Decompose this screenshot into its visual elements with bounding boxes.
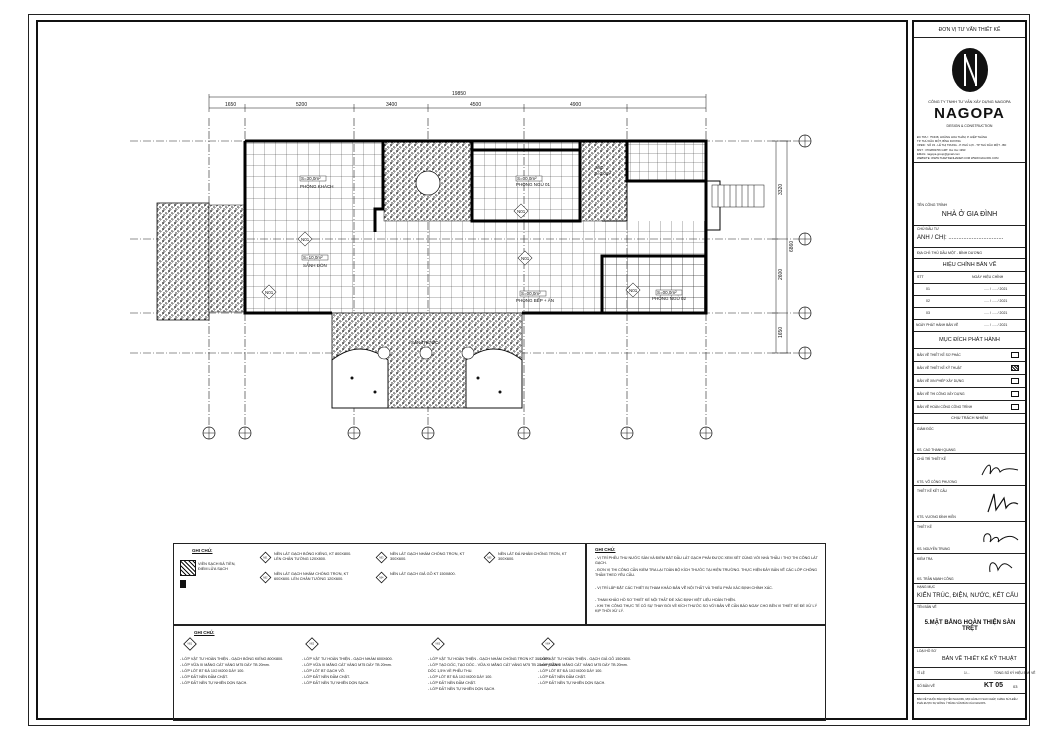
svg-text:S=30,0m²: S=30,0m² (301, 176, 321, 181)
rev-col-date: NGÀY HIỆU CHỈNH (972, 275, 1004, 279)
room-wc: WC (596, 165, 604, 170)
svg-text:N01: N01 (265, 290, 274, 295)
person-structure: THIẾT KẾ KẾT CẤU KTS. VƯƠNG ĐÌNH HIỀN (914, 486, 1025, 522)
wc-floor (627, 141, 706, 181)
sheet-no-label: SỐ BẢN VẼ (917, 684, 935, 688)
address-label: ĐỊA CHỈ: THỦ DẦU MỘT - BÌNH DƯƠNG (917, 251, 982, 255)
legend-title: GHI CHÚ: (192, 548, 213, 553)
person-checker: KIỂM TRA KS. TRẦN MẠNH CÔNG (914, 554, 1025, 584)
revision-row: 02 ..... / ..... / 2021 (914, 296, 1025, 308)
room-kitchen: PHÒNG BẾP + ĂN (516, 298, 555, 303)
total-label: TỔNG SỐ (994, 671, 1010, 675)
company-full-name: CÔNG TY TNHH TƯ VẤN XÂY DỰNG NAGOPA (928, 100, 1011, 104)
purpose-option[interactable]: BẢN VẼ THIẾT KẾ SƠ PHÁC (914, 349, 1025, 362)
svg-text:N01: N01 (517, 209, 526, 214)
spec-column-n02: N02 - LỚP VẬT TƯ HOÀN THIỆN - GẠCH NHÁM 600X600. - LỚP VỮA XI MĂNG CÁT VÀNG M75 DÀY TB 20mm. - LỚP LÓT BT GẠCH VỠ. - LỚP ĐẤT NỀN ĐẦM CHẶT. - LỚP ĐẤT NỀN TỰ NHIÊN DỌN SẠCH. (302, 638, 442, 686)
right-dim-3: 1650 (778, 326, 784, 338)
right-dim-total: 6860 (789, 240, 795, 252)
copyright-footer: BẢN VẼ THUỘC BẢN QUYỀN NAGOPA, MỌI HÀNH VI SAO CHÉP, CHỈNH SỬA ĐỀU PHẢI ĐƯỢC SỰ ĐỒNG Ý BẰNG VĂN BẢN CỦA NAGOPA (917, 698, 1018, 705)
purpose-checkbox[interactable] (1011, 378, 1019, 384)
room-bedroom-1: PHÒNG NGỦ 01 (516, 182, 551, 187)
revision-title: HIỆU CHỈNH BẢN VẼ (942, 262, 997, 268)
purpose-checkbox[interactable] (1011, 391, 1019, 397)
bedroom2-floor (602, 256, 706, 313)
nagopa-logo-icon (950, 46, 990, 94)
svg-text:S=00,0m²: S=00,0m² (517, 176, 537, 181)
svg-text:S=00,0m²: S=00,0m² (657, 290, 677, 295)
left-stone-terrace (157, 203, 209, 320)
purpose-title: MỤC ĐÍCH PHÁT HÀNH (939, 337, 1000, 343)
legend-item-n04: N04 NỀN LÁT GẠCH GIẢ GỖ KT 150X800. (376, 572, 470, 583)
legend-item-n01: N01 NỀN LÁT GẠCH BÓNG KIẾNG, KT 800X800. LÉN CHÂN TƯỜNG 120X800. (260, 552, 354, 563)
room-porch: SÂN TRƯỚC (411, 340, 439, 345)
note-line: - THAM KHẢO HỒ SƠ THIẾT KẾ NỘI THẤT ĐỂ XÁC ĐỊNH VIỆT LIỆU HOÀN THIỆN. (595, 598, 736, 602)
revision-row: 01 ..... / ..... / 2021 (914, 284, 1025, 296)
dimension-1: 1650 (225, 102, 237, 108)
title-block (912, 20, 1036, 720)
company-logo-area (914, 38, 1025, 163)
person-designer: THIẾT KẾ KS. NGUYỄN TRUNG (914, 522, 1025, 554)
living-room-floor (245, 141, 383, 209)
issue-date-label: NGÀY PHÁT HÀNH BẢN VẼ (916, 323, 959, 327)
stone-symbol (180, 560, 196, 576)
note-line: - KHI THI CÔNG THỰC TẾ CÓ SỰ THAY ĐỔI VỀ KÍCH THƯỚC SO VỚI BẢN VẼ CẦN BÁO NGAY CHO BÊN VI THIẾT KẾ ĐỂ XỬ LÝ KỊP THỜI XỬ LÝ. (595, 604, 818, 614)
owner-name: ANH / CHỊ: ................................. (917, 235, 1004, 241)
consultant-label: ĐƠN VỊ TƯ VẤN THIẾT KẾ (938, 27, 1001, 33)
brand-name: NAGOPA (934, 105, 1005, 122)
purpose-option[interactable]: BẢN VẼ HOÀN CÔNG CÔNG TRÌNH (914, 401, 1025, 414)
purpose-checkbox[interactable] (1011, 404, 1019, 410)
lobby-floor (245, 209, 375, 313)
signature-image (986, 558, 1016, 578)
dimension-5: 4900 (570, 102, 582, 108)
notes-title: GHI CHÚ: (595, 547, 616, 552)
edge-symbol (180, 580, 186, 588)
legend-item-n02: N02 NỀN LÁT GẠCH NHÁM CHỐNG TRƠN, KT 600X600. LÉN CHÂN TƯỜNG 120X600. (260, 572, 354, 583)
right-dim-1: 3320 (778, 183, 784, 195)
svg-text:S=0,0m²: S=0,0m² (594, 171, 612, 176)
revision-row: 03 ..... / ..... / 2021 (914, 308, 1025, 320)
purpose-checkbox[interactable] (1011, 352, 1019, 358)
right-dim-2: 2600 (778, 268, 784, 280)
legend-panel (173, 543, 586, 625)
legend-item-n03: N03 NỀN LÁT GẠCH NHÁM CHỐNG TRƠN, KT 300X600. (376, 552, 470, 563)
dimension-4: 4500 (470, 102, 482, 108)
signature-image (980, 528, 1020, 548)
right-planter (466, 349, 522, 408)
rev-col-stt: STT (917, 275, 924, 279)
overall-dimension: 19850 (452, 91, 466, 97)
room-lobby: SẢNH ĐÓN (303, 263, 327, 268)
sheet-code: KT 05 (984, 682, 1004, 689)
purpose-checkbox-checked[interactable] (1011, 365, 1019, 371)
legend-side-text: VIỀN SẠCH ĐÁ TIỀN, ĐIỂM LỬA SẠCH (198, 562, 236, 571)
note-line: - ĐƠN VỊ THI CÔNG CẦN KIỂM TRA LẠI TOÀN BỘ KÍCH THƯỚC TẠI HIỆN TRƯỜNG. THỰC HIỆN ĐÂY BẢN VẼ CÁC LỚP CHỐNG THẤM THEO YÊU CẦU. (595, 568, 818, 578)
doc-type: BẢN VẼ THIẾT KẾ KỸ THUẬT (942, 656, 1017, 662)
room-living: PHÒNG KHÁCH (300, 184, 334, 189)
legend-item-n05: N05 NỀN LÁT ĐÁ NHÁM CHỐNG TRƠN, KT 300X600. (484, 552, 578, 563)
drawing-name: 5.MẶT BẰNG HOÀN THIỆN SÀN TRỆT (924, 620, 1016, 632)
category-label: HẠNG MỤC (917, 585, 935, 589)
spec-column-n01: N01 - LỚP VẬT TƯ HOÀN THIỆN - GẠCH BÓNG KIẾNG 800X800. - LỚP VỮA XI MĂNG CÁT VÀNG M75 DÀY TB 20mm. - LỚP LÓT BT ĐÁ 1X2 M200 DÀY 100. - LỚP ĐẤT NỀN ĐẦM CHẶT. - LỚP ĐẤT NỀN TỰ NHIÊN DỌN SẠCH. (180, 638, 320, 686)
left-planter (332, 349, 388, 408)
person-lead: CHỦ TRÌ THIẾT KẾ KTS. VÕ CÔNG PHƯƠNG (914, 454, 1025, 486)
svg-text:N01: N01 (629, 288, 638, 293)
spec-title: GHI CHÚ: (194, 630, 215, 635)
sheet-no: 03 (1013, 684, 1018, 689)
svg-text:S=10,0m²: S=10,0m² (303, 255, 323, 260)
note-line: - VỊ TRÍ LẮP ĐẶT CÁC THIẾT BỊ THAM KHẢO BẢN VẼ NỘI THẤT VÀ THIẾU PHẢI XÁC ĐỊNH CHÍNH XÁC. (595, 586, 773, 590)
scale-label: TỈ LỆ (917, 671, 925, 675)
sheet-code-label: KÝ HIỆU BẢN VẼ (1010, 671, 1036, 675)
signature-image (984, 490, 1020, 516)
issue-date: ..... / ..... / 2021 (984, 323, 1008, 327)
notes-panel (586, 543, 826, 625)
svg-text:N01: N01 (521, 256, 530, 261)
svg-text:N01: N01 (301, 237, 310, 242)
purpose-option[interactable]: BẢN VẼ THIẾT KẾ KỸ THUẬT (914, 362, 1025, 375)
spec-column-n03: N03 - LỚP VẬT TƯ HOÀN THIỆN - GẠCH NHÁM CHỐNG TRƠN KT 300X600. - LỚP TẠO DỐC, TẠO DỐC - VỮA XI MĂNG CÁT VÀNG M75 TB 20mm (DÁNH DỐC 1,5% VỀ PHỄU THU. - LỚP LÓT BT ĐÁ 1X2 M200 DÀY 100. - LỚP ĐẤT NỀN ĐẦM CHẶT. - LỚP ĐẤT NỀN TỰ NHIÊN DỌN SẠCH. (428, 638, 568, 692)
signature-image (980, 460, 1020, 480)
floor-spec-panel (173, 625, 826, 721)
drawing-name-label: TÊN BẢN VẼ (917, 605, 937, 609)
svg-text:S=00,0m²: S=00,0m² (521, 291, 541, 296)
brand-tagline: DESIGN & CONSTRUCTION (946, 124, 993, 128)
person-director: GIÁM ĐỐC KS. CAO THANH QUANG (914, 424, 1025, 454)
dimension-3: 3400 (386, 102, 398, 108)
spec-column-n04: N04 - LỚP VẬT TƯ HOÀN THIỆN - GẠCH GIẢ GỖ 150X800. - LỚP VỮA XI MĂNG CÁT VÀNG M75 DÀY TB 20mm. - LỚP LÓT BT ĐÁ 1X2 M200 DÀY 100. - LỚP ĐẤT NỀN ĐẦM CHẶT. - LỚP ĐẤT NỀN TỰ NHIÊN DỌN SẠCH. (538, 638, 678, 686)
category-value: KIẾN TRÚC, ĐIỆN, NƯỚC, KẾT CẤU (917, 593, 1019, 599)
project-name: NHÀ Ở GIA ĐÌNH (941, 211, 998, 218)
dimension-2: 5200 (296, 102, 308, 108)
note-line: - VỊ TRÍ PHỄU THU NƯỚC SÀN VÀ ĐIỂM BẮT ĐẦU LÁT GẠCH PHẢI ĐƯỢC XEM XÉT CÙNG VỚI NHÀ THẦU / THỢ THI CÔNG LÁT GẠCH. (595, 556, 818, 566)
project-label: TÊN CÔNG TRÌNH (917, 203, 948, 207)
exterior-stair (712, 185, 764, 207)
doc-type-label: LOẠI HỒ SƠ (917, 649, 937, 653)
purpose-option[interactable]: BẢN VẼ XIN PHÉP XÂY DỰNG (914, 375, 1025, 388)
room-bedroom-2: PHÒNG NGỦ 02 (652, 296, 687, 301)
scale-value: 1/... (964, 671, 970, 675)
purpose-option[interactable]: BẢN VẼ THI CÔNG XÂY DỰNG (914, 388, 1025, 401)
responsibility-title: CHỊU TRÁCH NHIỆM (951, 416, 988, 420)
owner-label: CHỦ ĐẦU TƯ (917, 227, 939, 231)
company-contact: ĐC TRU : 75/438, HOÀNG HOA THÁM, P. HIỆP THÀNH TP. THỦ DẦU MỘT, BÌNH DƯƠNG VPĐD : SỐ 33 - LÊ THỊ TRUNG - P. PHÚ LỢI - TP THỦ DẦU MỘT - BD MST : 3702893706 GMT: 0xx 0xx 1993 EMAIL: nagopa.group@gmail.com WEBSITE: WWW.THIETKENHADEP.COM WWW.NAGOPA.COM (917, 135, 1007, 161)
